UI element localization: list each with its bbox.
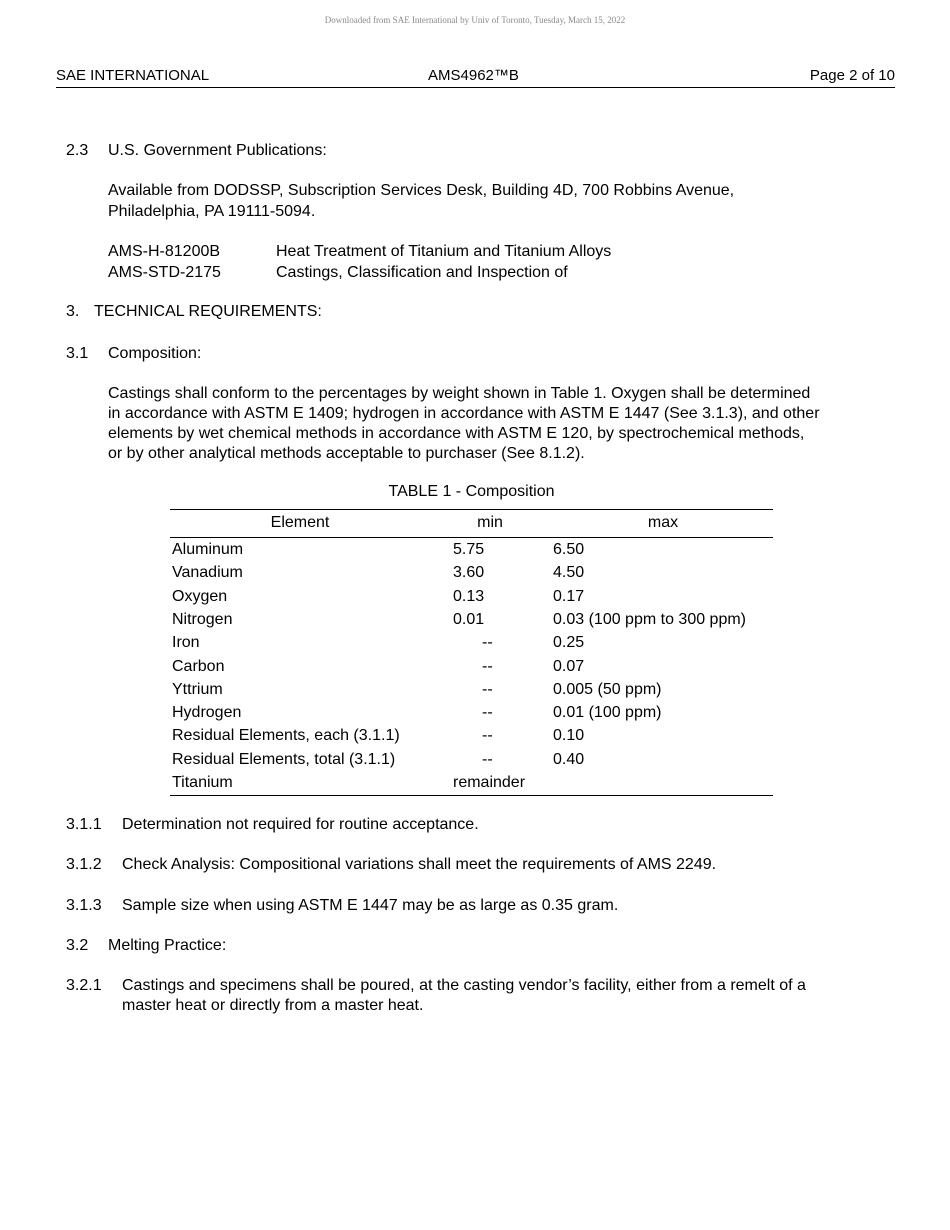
table-row — [170, 771, 773, 794]
section-3-1-3-text: Sample size when using ASTM E 1447 may be as large as 0.35 gram. — [122, 897, 619, 914]
reference-code: AMS-STD-2175 — [108, 264, 221, 281]
cell-max: 0.25 — [553, 634, 585, 652]
section-3-1-title: Composition: — [108, 345, 202, 362]
reference-code: AMS-H-81200B — [108, 243, 221, 260]
table-header-min: min — [477, 514, 503, 531]
section-3-1-para-line: or by other analytical methods acceptable to purchaser (See 8.1.2). — [108, 445, 585, 462]
cell-min: -- — [482, 680, 493, 698]
cell-element: Vanadium — [172, 564, 243, 582]
section-3-1-para-line: elements by wet chemical methods in accordance with ASTM E 120, by spectrochemical methods, — [108, 425, 805, 442]
cell-min: 3.60 — [453, 564, 485, 582]
cell-min: -- — [482, 727, 493, 745]
header-rule — [56, 87, 895, 88]
reference-title: Heat Treatment of Titanium and Titanium Alloys — [276, 243, 612, 260]
table-row — [170, 701, 773, 724]
cell-element: Residual Elements, each (3.1.1) — [172, 727, 400, 745]
table-1-title: TABLE 1 - Composition — [388, 483, 555, 500]
cell-min: -- — [482, 704, 493, 722]
table-row — [170, 538, 773, 561]
section-3-1-3-number: 3.1.3 — [66, 897, 102, 914]
table-row — [170, 608, 773, 631]
header-org: SAE INTERNATIONAL — [56, 67, 210, 84]
cell-element: Iron — [172, 634, 200, 652]
table-bottom-rule — [170, 795, 773, 796]
section-3-1-1-number: 3.1.1 — [66, 816, 102, 833]
table-top-rule — [170, 509, 773, 510]
cell-element: Residual Elements, total (3.1.1) — [172, 750, 396, 768]
section-3-1-2-number: 3.1.2 — [66, 856, 102, 873]
header-page-number: Page 2 of 10 — [809, 67, 895, 84]
cell-max: 0.40 — [553, 750, 585, 768]
cell-element: Oxygen — [172, 587, 228, 605]
cell-element: Yttrium — [172, 680, 223, 698]
cell-min: 5.75 — [453, 541, 485, 558]
section-3-2-1-line: Castings and specimens shall be poured, at the casting vendor’s facility, either from a remelt of a — [122, 977, 806, 994]
cell-max: 0.01 (100 ppm) — [553, 704, 662, 722]
cell-max: 0.03 (100 ppm to 300 ppm) — [553, 610, 747, 628]
table-row — [170, 561, 773, 584]
cell-max: 0.07 — [553, 657, 585, 675]
table-row — [170, 724, 773, 747]
table-row — [170, 678, 773, 701]
table-row — [170, 655, 773, 678]
cell-min: 0.01 — [453, 610, 485, 628]
cell-min: -- — [482, 657, 493, 675]
section-3-number: 3. — [66, 303, 80, 320]
section-3-2-1-line: master heat or directly from a master heat. — [122, 997, 424, 1014]
section-3-1-1-text: Determination not required for routine acceptance. — [122, 816, 479, 833]
cell-max: 0.17 — [553, 587, 585, 605]
section-3-2-title: Melting Practice: — [108, 937, 227, 954]
cell-min: -- — [482, 634, 493, 652]
cell-max: 6.50 — [553, 541, 585, 558]
cell-element: Hydrogen — [172, 704, 242, 722]
table-header-max: max — [647, 514, 679, 531]
cell-min: 0.13 — [453, 587, 485, 605]
section-2-3-para-line: Philadelphia, PA 19111-5094. — [108, 203, 316, 220]
cell-element: Carbon — [172, 657, 225, 675]
section-3-1-para-line: in accordance with ASTM E 1409; hydrogen in accordance with ASTM E 1447 (See 3.1.3), and other — [108, 405, 820, 422]
cell-element: Aluminum — [172, 541, 244, 558]
section-3-1-number: 3.1 — [66, 345, 89, 362]
header-doc-id: AMS4962™B — [428, 67, 519, 84]
table-row — [170, 631, 773, 654]
section-3-1-2-text: Check Analysis: Compositional variations shall meet the requirements of AMS 2249. — [122, 856, 717, 873]
section-2-3-para-line: Available from DODSSP, Subscription Services Desk, Building 4D, 700 Robbins Avenue, — [108, 182, 735, 199]
cell-element: Nitrogen — [172, 610, 233, 628]
section-3-2-number: 3.2 — [66, 937, 89, 954]
section-2-3-title: U.S. Government Publications: — [108, 142, 327, 159]
reference-title: Castings, Classification and Inspection of — [276, 264, 568, 281]
table-header-element: Element — [270, 514, 330, 531]
section-2-3-number: 2.3 — [66, 142, 89, 159]
table-row — [170, 748, 773, 771]
cell-min: -- — [482, 750, 493, 768]
cell-max: 4.50 — [553, 564, 585, 582]
download-watermark: Downloaded from SAE International by Univ of Toronto, Tuesday, March 15, 2022 — [324, 15, 626, 25]
cell-min: remainder — [453, 774, 526, 791]
cell-element: Titanium — [172, 774, 233, 791]
section-3-1-para-line: Castings shall conform to the percentages by weight shown in Table 1. Oxygen shall be determined — [108, 385, 811, 402]
section-3-title: TECHNICAL REQUIREMENTS: — [94, 303, 322, 320]
section-3-2-1-number: 3.2.1 — [66, 977, 102, 994]
cell-max: 0.005 (50 ppm) — [553, 680, 662, 698]
table-row — [170, 585, 773, 608]
cell-max: 0.10 — [553, 727, 585, 745]
